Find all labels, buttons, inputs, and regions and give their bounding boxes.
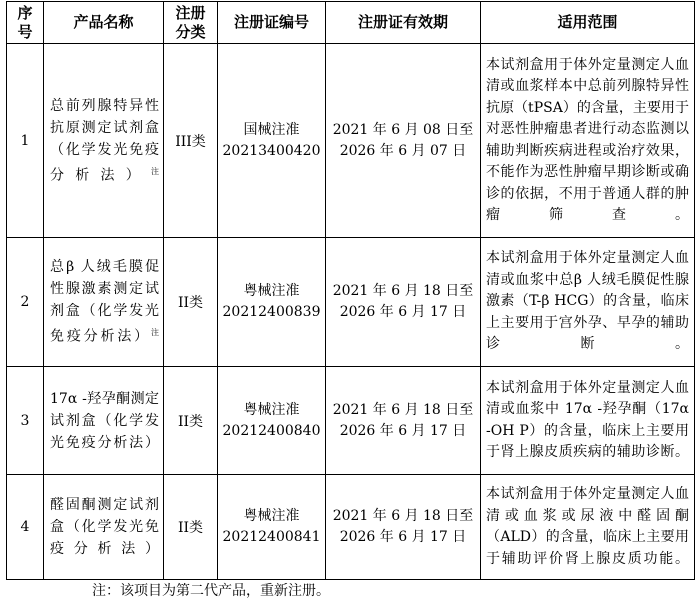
row-seq: 2 <box>7 238 44 367</box>
row-cert-no: 粤械注准 20212400840 <box>218 367 326 475</box>
header-validity: 注册证有效期 <box>326 2 481 44</box>
row-scope: 本试剂盒用于体外定量测定人血清或血浆中总β 人绒毛膜促性腺激素（T-β HCG）的含量，临床上主要用于宫外孕、早孕的辅助诊断。 <box>481 238 695 367</box>
row-scope: 本试剂盒用于体外定量测定人血清或血浆中 17α -羟孕酮（17α -OH P）的含量，临床上主要用于肾上腺皮质疾病的辅助诊断。 <box>481 367 695 475</box>
row-class: II类 <box>164 367 218 475</box>
row-seq: 1 <box>7 44 44 238</box>
header-seq: 序号 <box>7 2 44 44</box>
footnote-marker: 注 <box>151 328 159 338</box>
row-validity: 2021 年 6 月 18 日至 2026 年 6 月 17 日 <box>326 238 481 367</box>
row-seq: 3 <box>7 367 44 475</box>
row-product-name: 总前列腺特异性抗原测定试剂盒（化学发光免疫分析法）$^注$ <box>44 44 164 238</box>
header-name: 产品名称 <box>44 2 164 44</box>
header-scope: 适用范围 <box>481 2 695 44</box>
row-validity: 2021 年 6 月 18 日至 2026 年 6 月 17 日 <box>326 367 481 475</box>
row-seq: 4 <box>7 475 44 580</box>
row-product-name: 17α -羟孕酮测定试剂盒（化学发光免疫分析法） <box>44 367 164 475</box>
table-row <box>7 238 695 367</box>
header-row <box>7 2 695 44</box>
row-scope: 本试剂盒用于体外定量测定人血清或血浆或尿液中醛固酮（ALD）的含量，临床上主要用于辅助评价肾上腺皮质功能。 <box>481 475 695 580</box>
registration-table <box>6 1 695 580</box>
table-row <box>7 44 695 238</box>
row-product-name: 总β 人绒毛膜促性腺激素测定试剂盒（化学发光免疫分析法）$^注$ <box>44 238 164 367</box>
row-cert-no: 粤械注准 20212400841 <box>218 475 326 580</box>
row-validity: 2021 年 6 月 08 日至 2026 年 6 月 07 日 <box>326 44 481 238</box>
footnote-marker: 注 <box>151 166 159 176</box>
header-cert-no: 注册证编号 <box>218 2 326 44</box>
table-row <box>7 367 695 475</box>
row-cert-no: 粤械注准 20212400839 <box>218 238 326 367</box>
row-cert-no: 国械注准 20213400420 <box>218 44 326 238</box>
row-scope: 本试剂盒用于体外定量测定人血清或血浆样本中总前列腺特异性抗原（tPSA）的含量，主要用于对恶性肿瘤患者进行动态监测以辅助判断疾病进程或治疗效果，不能作为恶性肿瘤早期诊断或确诊的依据，不用于普通人群的肿瘤筛查。 <box>481 44 695 238</box>
table-row <box>7 475 695 580</box>
row-class: II类 <box>164 475 218 580</box>
row-class: III类 <box>164 44 218 238</box>
row-validity: 2021 年 6 月 18 日至 2026 年 6 月 17 日 <box>326 475 481 580</box>
row-product-name: 醛固酮测定试剂盒（化学发光免疫分析法） <box>44 475 164 580</box>
table-footnote: 注：该项目为第二代产品，重新注册。 <box>92 583 330 599</box>
row-class: II类 <box>164 238 218 367</box>
header-class: 注册分类 <box>164 2 218 44</box>
